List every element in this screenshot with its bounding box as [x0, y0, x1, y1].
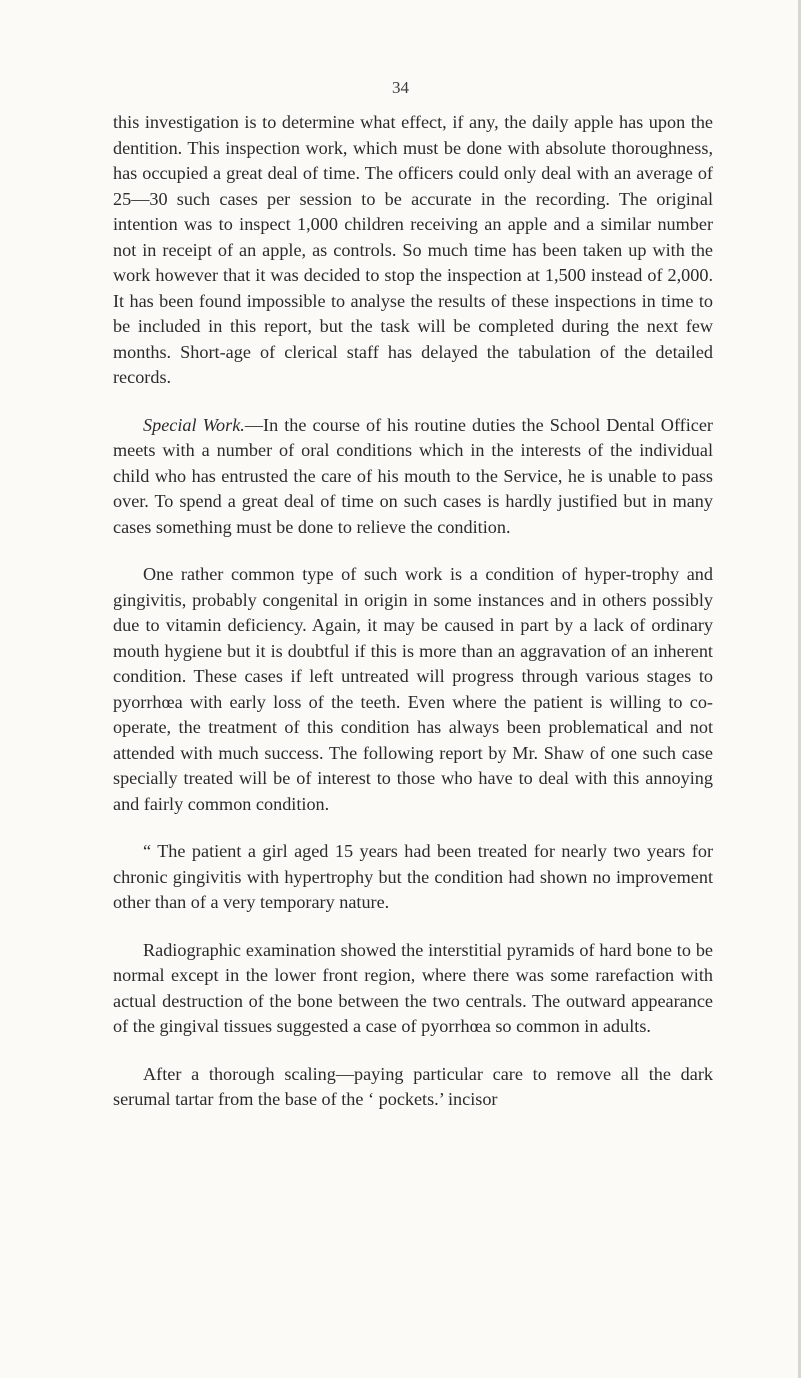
- paragraph-text: After a thorough scaling—paying particular care to remove all the dark serumal tartar from the base of the ‘ pockets.’ incisor: [113, 1063, 713, 1109]
- paragraph-hypertrophy: [113, 562, 713, 817]
- paragraph-special-work: [113, 413, 713, 541]
- paragraph-text: Radiographic examination showed the interstitial pyramids of hard bone to be normal except in the lower front region, where there was some rarefaction with actual destruction of the bone between the two centrals. The outward appearance of the gingival tissues suggested a case of pyorrhœa so common in adults.: [113, 939, 713, 1036]
- paragraph-patient-report: [113, 839, 713, 916]
- paragraph-text: this investigation is to determine what effect, if any, the daily apple has upon the dentition. This inspection work, which must be done with absolute thoroughness, has occupied a great deal of time. The officers could only deal with an average of 25—30 such cases per session to be accurate in the recording. The original intention was to inspect 1,000 children receiving an apple and a similar number not in receipt of an apple, as controls. So much time has been taken up with the work however that it was decided to stop the inspection at 1,500 instead of 2,000. It has been found impossible to analyse the results of these inspections in time to be included in this report, but the task will be completed during the next few months. Short-age of clerical staff has delayed the tabulation of the detailed records.: [113, 112, 713, 387]
- page-number: 34: [392, 78, 409, 97]
- section-heading-special-work: Special Work.: [143, 414, 245, 435]
- paragraph-radiographic: [113, 938, 713, 1040]
- document-body: [113, 110, 713, 1135]
- paragraph-text: —In the course of his routine duties the School Dental Officer meets with a number of oral conditions which in the interests of the individual child who has entrusted the care of his mouth to the Service, he is unable to pass over. To spend a great deal of time on such cases is hardly justified but in many cases something must be done to relieve the condition.: [113, 414, 713, 537]
- paragraph-text: One rather common type of such work is a condition of hyper-trophy and gingivitis, probably congenital in origin in some instances and in others possibly due to vitamin deficiency. Again, it may be caused in part by a lack of ordinary mouth hygiene but it is doubtful if this is more than an aggravation of an inherent condition. These cases if left untreated will progress through various stages to pyorrhœa with early loss of the teeth. Even where the patient is willing to co-operate, the treatment of this condition has always been problematical and not attended with much success. The following report by Mr. Shaw of one such case specially treated will be of interest to those who have to deal with this annoying and fairly common condition.: [113, 564, 713, 814]
- paragraph-apple-investigation: [113, 110, 713, 391]
- paragraph-scaling: [113, 1062, 713, 1113]
- paragraph-text: “ The patient a girl aged 15 years had been treated for nearly two years for chronic gingivitis with hypertrophy but the condition had shown no improvement other than of a very temporary nature.: [113, 841, 713, 912]
